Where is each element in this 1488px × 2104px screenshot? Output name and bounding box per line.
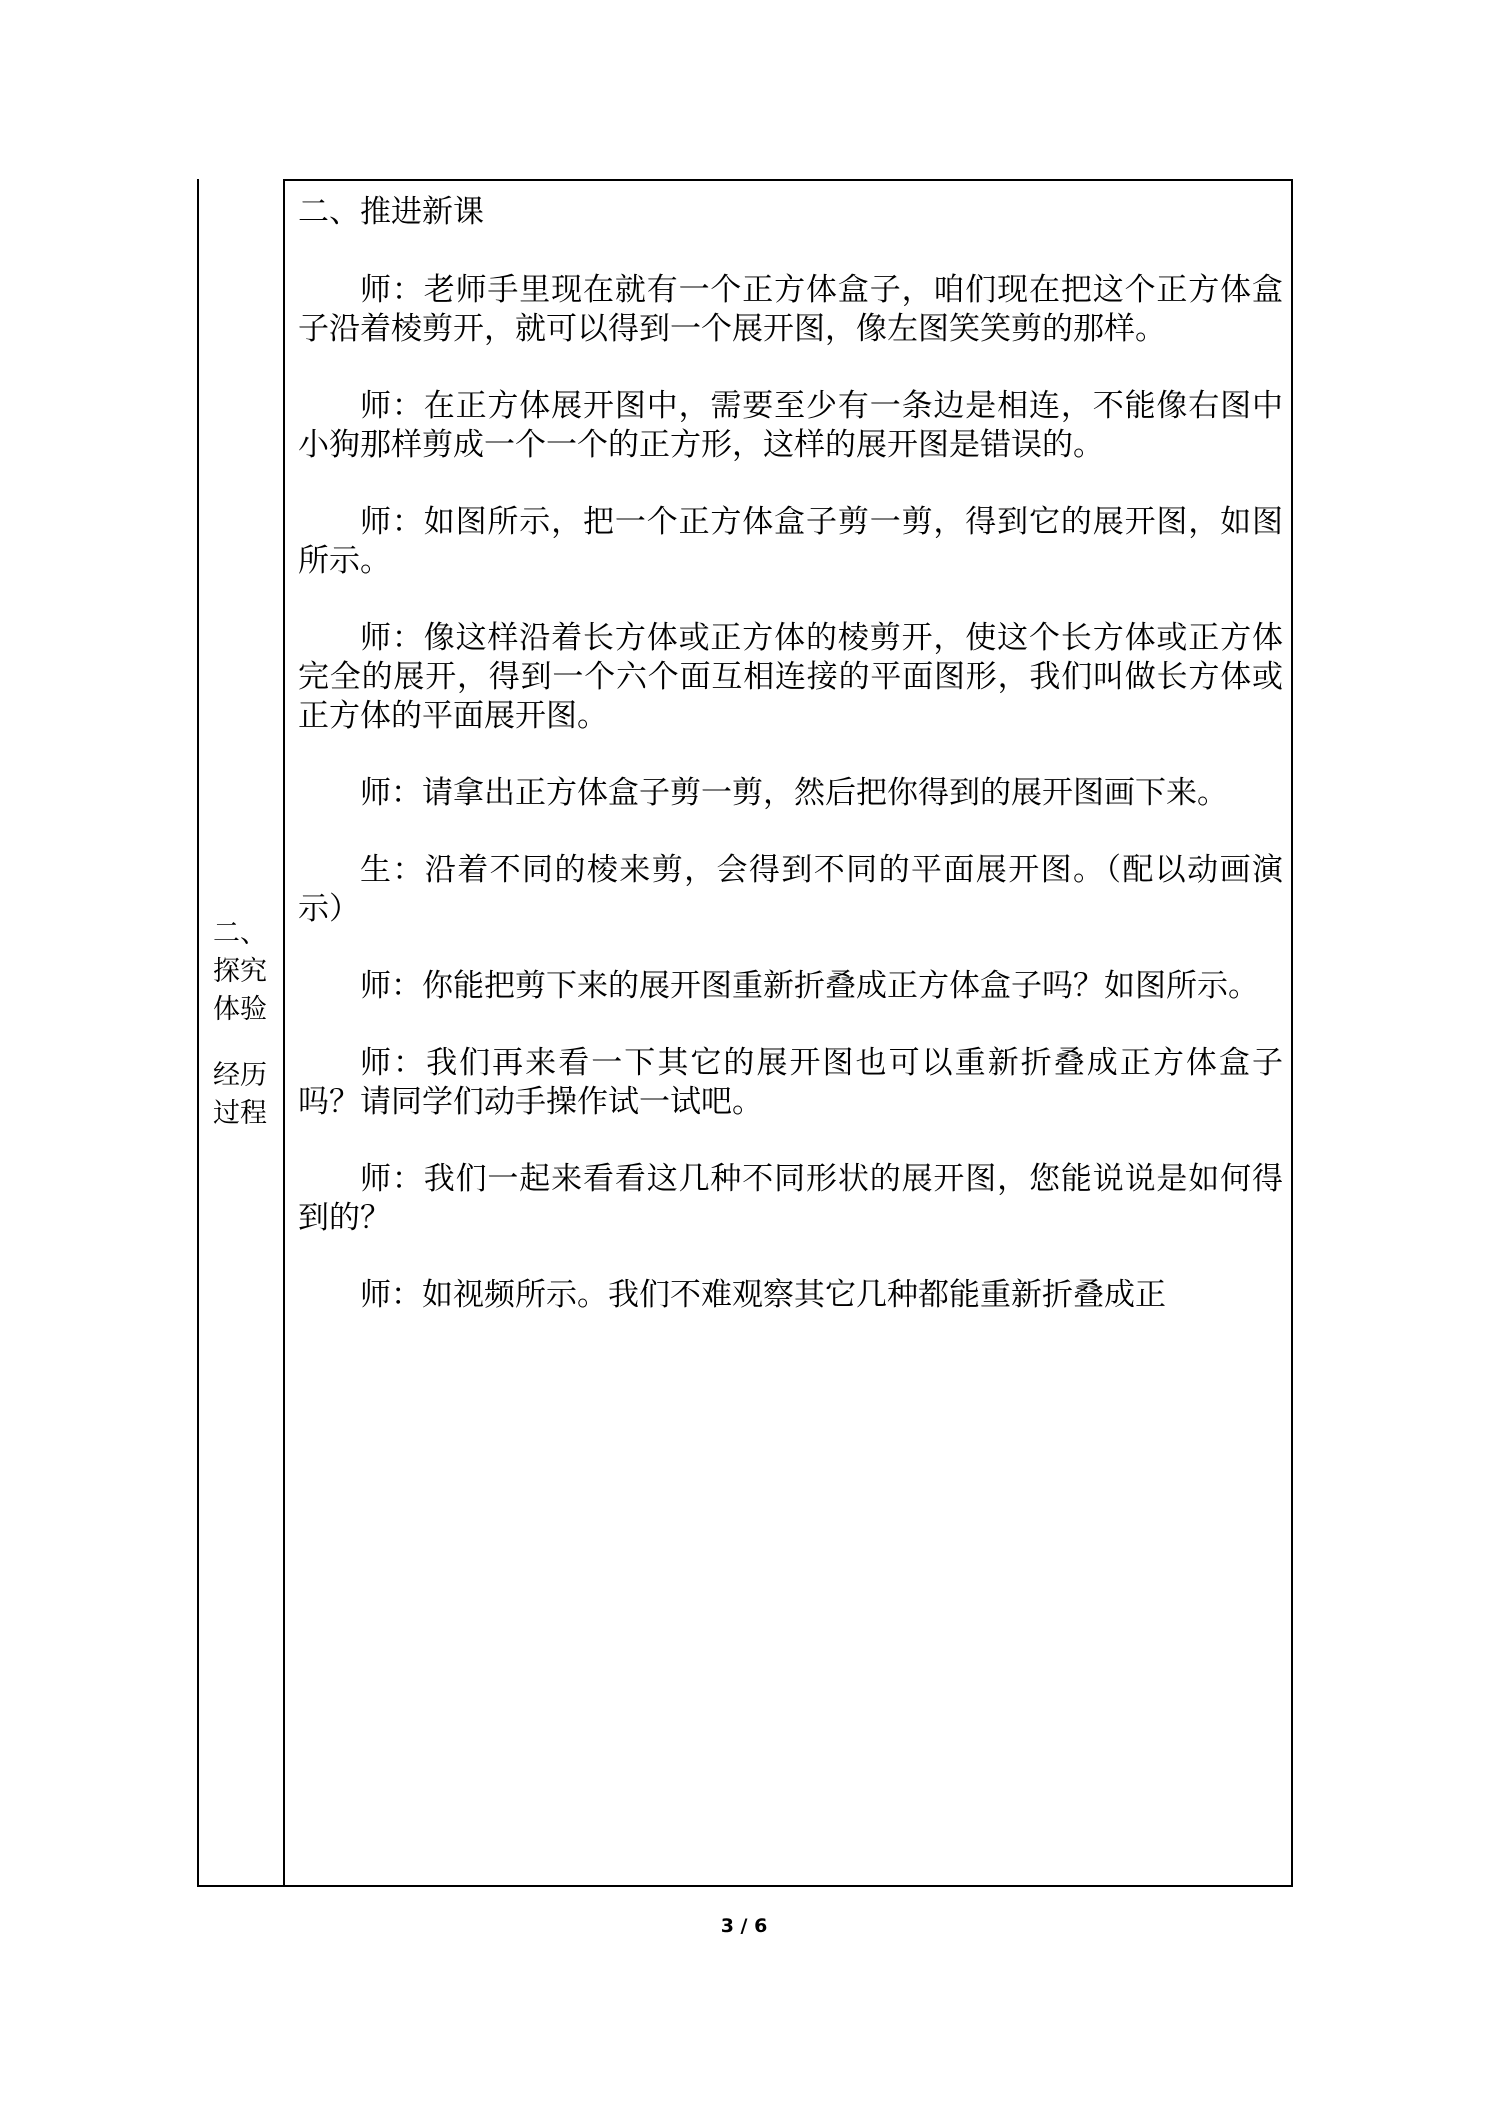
dialogue-paragraph: 师：你能把剪下来的展开图重新折叠成正方体盒子吗？如图所示。 [360,968,1259,1004]
lesson-table [197,179,1293,1887]
page-number: 3 / 6 [720,1915,768,1937]
stage-label-line: 二、 [213,918,267,949]
dialogue-paragraph: 师：老师手里现在就有一个正方体盒子，咱们现在把这个正方体盒子沿着棱剪开，就可以得到一个展开图，像左图笑笑剪的那样。 [298,272,1283,347]
dialogue-paragraph: 师：如图所示，把一个正方体盒子剪一剪，得到它的展开图，如图所示。 [298,504,1283,579]
stage-label-line: 探究 [213,956,267,987]
stage-label [197,915,283,1133]
table-top-border [283,179,1293,181]
column-divider [283,179,285,1887]
table-bottom-border [197,1885,1293,1887]
dialogue-paragraph: 师：如视频所示。我们不难观察其它几种都能重新折叠成正 [360,1277,1166,1313]
stage-label-gap [197,1029,283,1057]
lesson-content [298,193,1283,1353]
dialogue-paragraph: 生：沿着不同的棱来剪，会得到不同的平面展开图。（配以动画演示） [298,852,1283,927]
dialogue-paragraph: 师：在正方体展开图中，需要至少有一条边是相连，不能像右图中小狗那样剪成一个一个的正方形，这样的展开图是错误的。 [298,388,1283,463]
stage-label-line: 经历 [213,1060,267,1091]
section-heading: 二、推进新课 [298,194,484,230]
stage-label-line: 体验 [213,994,267,1025]
stage-label-line: 过程 [213,1098,267,1129]
table-right-border [1291,179,1293,1887]
dialogue-paragraph: 师：请拿出正方体盒子剪一剪，然后把你得到的展开图画下来。 [360,775,1228,811]
dialogue-paragraph: 师：我们再来看一下其它的展开图也可以重新折叠成正方体盒子吗？请同学们动手操作试一试吧。 [298,1045,1283,1120]
dialogue-paragraph: 师：我们一起来看看这几种不同形状的展开图，您能说说是如何得到的？ [298,1161,1283,1236]
dialogue-paragraph: 师：像这样沿着长方体或正方体的棱剪开，使这个长方体或正方体完全的展开，得到一个六个面互相连接的平面图形，我们叫做长方体或正方体的平面展开图。 [298,620,1283,734]
